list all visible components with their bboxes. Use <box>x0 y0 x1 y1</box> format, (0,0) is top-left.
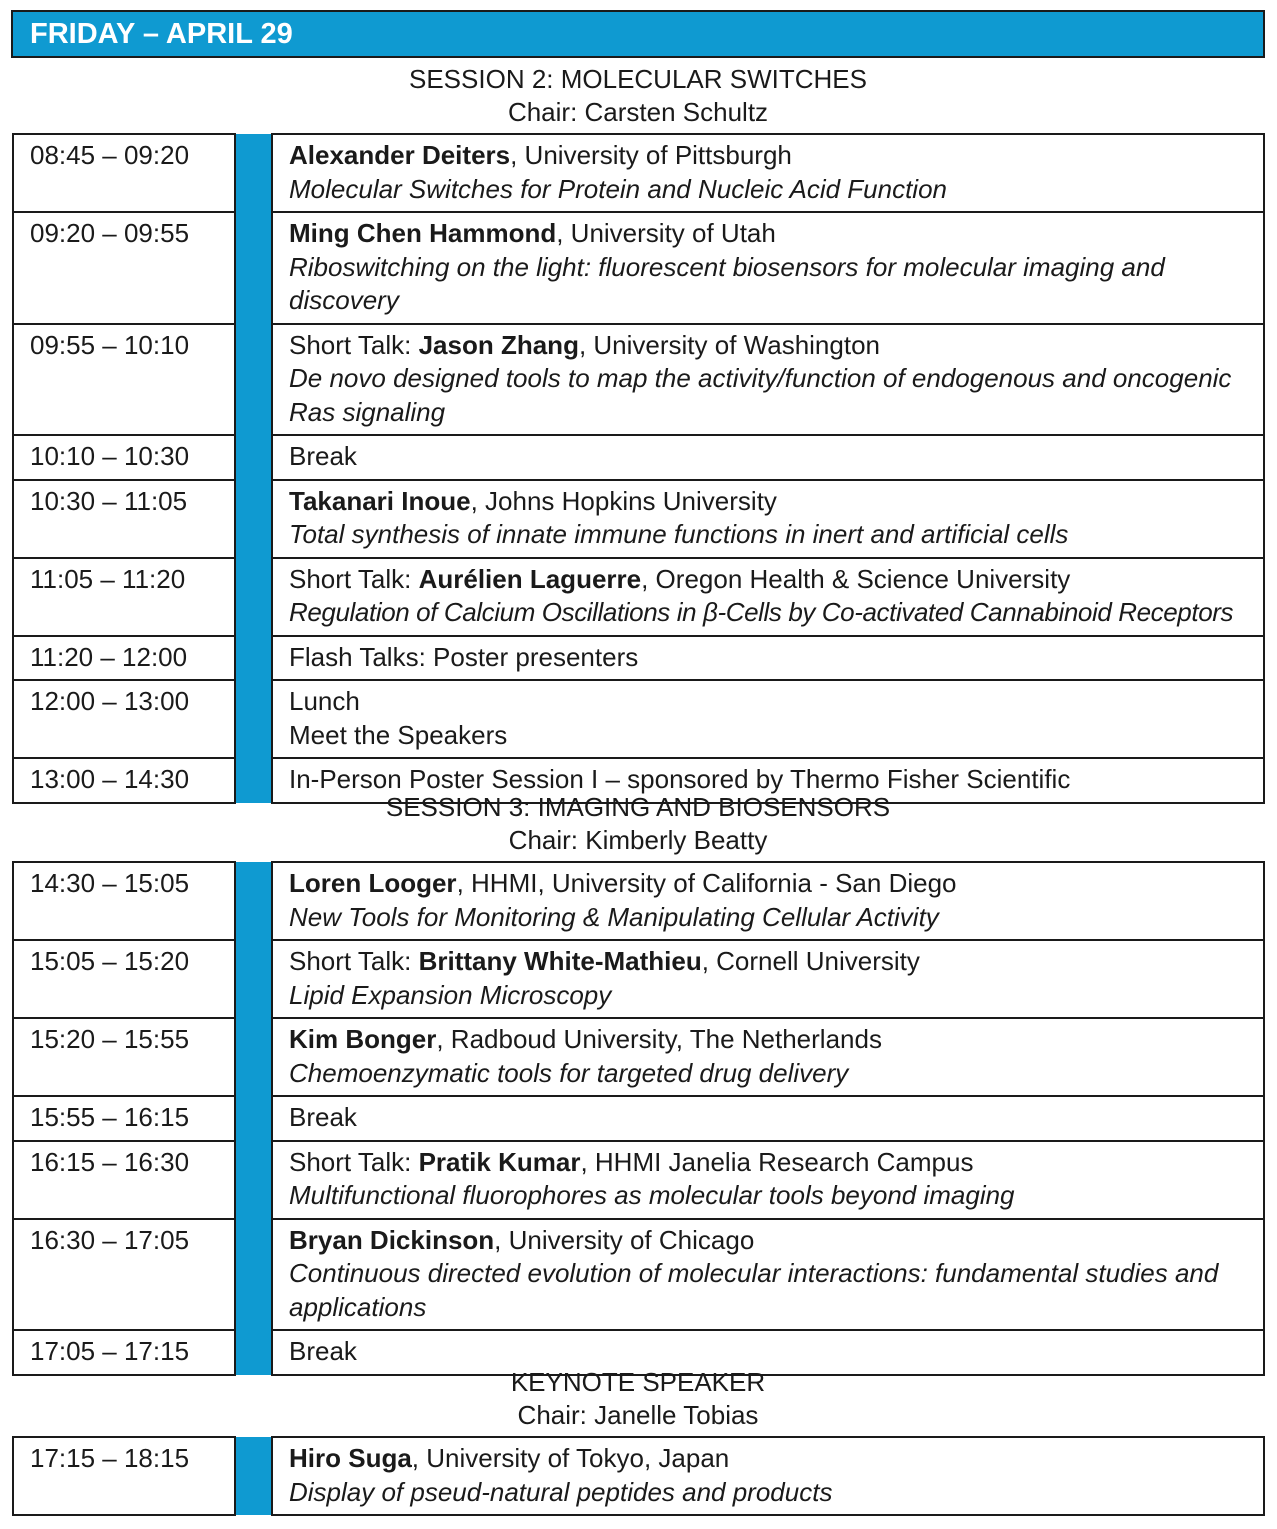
event-cell: In-Person Poster Session I – sponsored by Thermo Fisher Scientific <box>272 758 1264 803</box>
event-cell: Break <box>272 1096 1264 1141</box>
talk-type: Short Talk: <box>289 946 419 976</box>
talk-title: Total synthesis of innate immune functions in inert and artificial cells <box>289 519 1069 549</box>
time-slot: 08:45 – 09:20 <box>13 134 235 212</box>
speaker-affiliation: , Cornell University <box>701 946 920 976</box>
time-slot: 16:30 – 17:05 <box>13 1219 235 1331</box>
speaker-affiliation: , University of Chicago <box>494 1224 755 1255</box>
talk-title: Lipid Expansion Microscopy <box>289 979 612 1010</box>
keynote-heading <box>11 1366 1265 1432</box>
schedule-row <box>13 435 1264 480</box>
speaker-affiliation: , HHMI, University of California - San Diego <box>456 868 957 898</box>
talk-cell <box>272 324 1264 436</box>
schedule-row <box>13 480 1264 558</box>
time-slot: 09:20 – 09:55 <box>13 212 235 324</box>
schedule-row <box>13 1141 1264 1219</box>
session-chair: Chair: Janelle Tobias <box>517 1400 759 1430</box>
talk-title: De novo designed tools to map the activity/function of endogenous and oncogenic Ras signaling <box>289 363 1232 427</box>
time-slot: 10:30 – 11:05 <box>13 480 235 558</box>
talk-type: Short Talk: <box>289 1146 419 1177</box>
keynote-schedule <box>12 1436 1265 1516</box>
session-title: SESSION 2: MOLECULAR SWITCHES <box>409 64 867 94</box>
session-2-heading <box>11 63 1265 129</box>
schedule-row <box>13 212 1264 324</box>
talk-cell <box>272 1437 1264 1515</box>
accent-bar <box>235 1437 272 1515</box>
speaker-name: Alexander Deiters <box>289 140 511 170</box>
time-slot: 15:55 – 16:15 <box>13 1096 235 1141</box>
schedule-row <box>13 558 1264 636</box>
session-3-schedule <box>12 861 1265 1376</box>
event-cell: Break <box>272 1330 1264 1375</box>
speaker-affiliation: , HHMI Janelia Research Campus <box>580 1146 974 1177</box>
talk-title: Riboswitching on the light: fluorescent biosensors for molecular imaging and discovery <box>289 251 1165 315</box>
speaker-name: Takanari Inoue <box>289 485 471 516</box>
speaker-name: Aurélien Laguerre <box>418 563 642 594</box>
speaker-affiliation: , University of Utah <box>556 218 776 248</box>
talk-cell <box>272 1141 1264 1219</box>
talk-cell <box>272 1219 1264 1331</box>
time-slot: 14:30 – 15:05 <box>13 862 235 940</box>
talk-cell <box>272 558 1264 636</box>
speaker-affiliation: , Radboud University, The Netherlands <box>436 1024 882 1054</box>
schedule-row <box>13 1018 1264 1096</box>
time-slot: 13:00 – 14:30 <box>13 758 235 803</box>
talk-type: Short Talk: <box>289 329 419 360</box>
event-text: Meet the Speakers <box>289 719 508 750</box>
speaker-name: Ming Chen Hammond <box>289 218 557 248</box>
speaker-name: Jason Zhang <box>418 329 579 360</box>
session-title: SESSION 3: IMAGING AND BIOSENSORS <box>385 792 891 822</box>
schedule-row <box>13 1096 1264 1141</box>
time-slot: 11:05 – 11:20 <box>13 558 235 636</box>
session-title: KEYNOTE SPEAKER <box>510 1367 766 1397</box>
speaker-name: Hiro Suga <box>289 1443 412 1473</box>
time-slot: 11:20 – 12:00 <box>13 636 235 681</box>
talk-cell <box>272 1018 1264 1096</box>
talk-title: New Tools for Monitoring & Manipulating Cellular Activity <box>289 901 939 932</box>
time-slot: 17:15 – 18:15 <box>13 1437 235 1515</box>
time-slot: 12:00 – 13:00 <box>13 680 235 758</box>
talk-title: Regulation of Calcium Oscillations in β-Cells by Co-activated Cannabinoid Receptors <box>289 597 1234 627</box>
schedule-row <box>13 1437 1264 1515</box>
time-slot: 17:05 – 17:15 <box>13 1330 235 1375</box>
day-header: FRIDAY – APRIL 29 <box>11 10 1265 58</box>
accent-bar <box>235 134 272 803</box>
time-slot: 09:55 – 10:10 <box>13 324 235 436</box>
talk-cell <box>272 212 1264 324</box>
schedule-row <box>13 134 1264 212</box>
time-slot: 16:15 – 16:30 <box>13 1141 235 1219</box>
speaker-affiliation: , Oregon Health & Science University <box>641 563 1071 594</box>
event-cell <box>272 680 1264 758</box>
speaker-affiliation: , Johns Hopkins University <box>470 485 777 516</box>
event-cell: Flash Talks: Poster presenters <box>272 636 1264 681</box>
event-text: Lunch <box>289 686 360 716</box>
talk-cell <box>272 940 1264 1018</box>
talk-title: Continuous directed evolution of molecular interactions: fundamental studies and applications <box>289 1258 1219 1322</box>
schedule-row <box>13 862 1264 940</box>
time-slot: 10:10 – 10:30 <box>13 435 235 480</box>
speaker-name: Bryan Dickinson <box>289 1224 495 1255</box>
accent-bar <box>235 862 272 1375</box>
talk-cell <box>272 134 1264 212</box>
speaker-name: Kim Bonger <box>289 1024 437 1054</box>
speaker-name: Brittany White-Mathieu <box>418 946 702 976</box>
time-slot: 15:20 – 15:55 <box>13 1018 235 1096</box>
talk-cell <box>272 480 1264 558</box>
session-chair: Chair: Kimberly Beatty <box>508 825 768 855</box>
talk-title: Display of pseud-natural peptides and products <box>289 1476 833 1507</box>
session-chair: Chair: Carsten Schultz <box>507 97 769 127</box>
schedule-row <box>13 1219 1264 1331</box>
speaker-affiliation: , University of Tokyo, Japan <box>411 1443 730 1473</box>
schedule-row <box>13 940 1264 1018</box>
talk-cell <box>272 862 1264 940</box>
session-2-schedule <box>12 133 1265 804</box>
talk-type: Short Talk: <box>289 563 419 594</box>
schedule-row <box>13 680 1264 758</box>
event-cell: Break <box>272 435 1264 480</box>
talk-title: Multifunctional fluorophores as molecular tools beyond imaging <box>289 1180 1015 1210</box>
speaker-name: Pratik Kumar <box>418 1146 581 1177</box>
speaker-affiliation: , University of Washington <box>578 329 880 360</box>
speaker-name: Loren Looger <box>289 868 457 898</box>
schedule-row <box>13 324 1264 436</box>
talk-title: Molecular Switches for Protein and Nucleic Acid Function <box>289 173 947 204</box>
speaker-affiliation: , University of Pittsburgh <box>510 140 792 170</box>
session-3-heading <box>11 791 1265 857</box>
talk-title: Chemoenzymatic tools for targeted drug delivery <box>289 1057 849 1088</box>
time-slot: 15:05 – 15:20 <box>13 940 235 1018</box>
schedule-row <box>13 636 1264 681</box>
